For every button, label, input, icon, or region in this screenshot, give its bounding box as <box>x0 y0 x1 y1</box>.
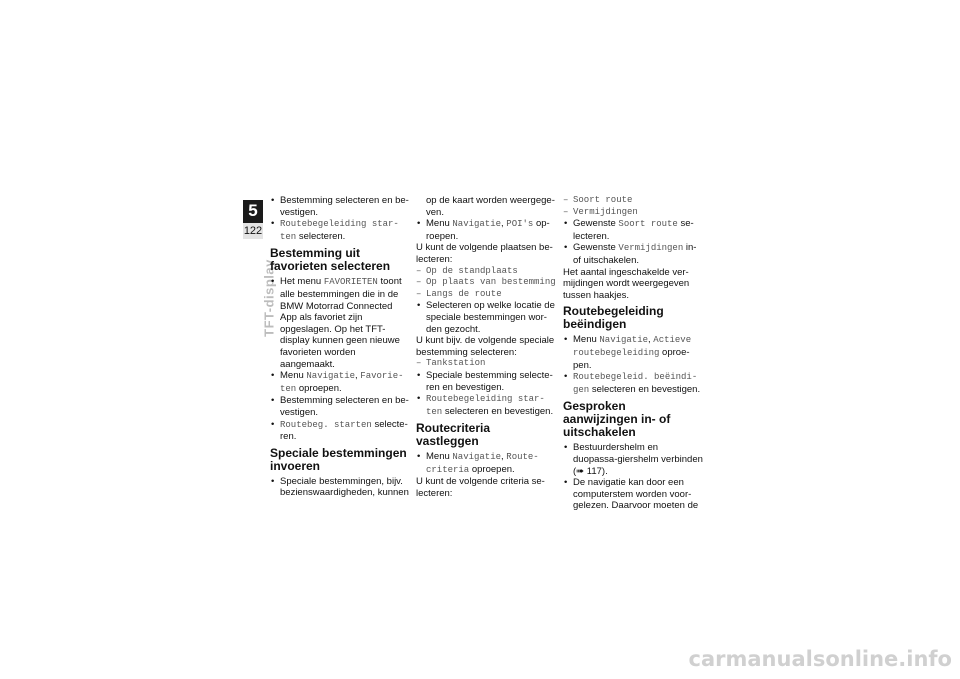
list-item <box>563 334 703 371</box>
list-item <box>416 393 556 418</box>
list-item <box>270 476 410 499</box>
item-text: oproe-pen. <box>573 346 690 371</box>
more-list <box>416 370 556 418</box>
select-list <box>416 300 556 335</box>
continued-text: op de kaart worden weergege-ven. <box>426 195 555 218</box>
criteria-menu-list <box>416 451 556 476</box>
item-text: oproepen. <box>296 382 342 394</box>
favorites-list <box>270 276 410 442</box>
item-separator: , <box>648 334 654 346</box>
list-item <box>270 218 410 243</box>
item-prefix: Gewenste <box>573 242 619 254</box>
item-prefix: Het menu <box>280 276 324 288</box>
list-item: – Soort route <box>563 195 703 207</box>
poi-menu-list <box>416 218 556 242</box>
criteria-intro: U kunt de volgende criteria se-lecteren: <box>416 476 545 500</box>
item-text: se-lecteren. <box>573 218 694 242</box>
list-item: – Langs de route <box>416 289 556 301</box>
menu-code: POI's <box>506 219 534 230</box>
search-intro: U kunt de volgende plaatsen be-lecteren: <box>416 242 553 265</box>
column-2 <box>416 195 556 500</box>
item-text: selecteren en bevestigen. <box>589 383 701 395</box>
chapter-tab <box>243 200 263 239</box>
voice-list <box>563 442 703 512</box>
menu-code: Route-criteria <box>426 452 539 475</box>
heading-end-guidance: Routebegeleiding beëindigen <box>563 304 664 332</box>
criteria-list <box>563 195 703 218</box>
menu-code: Navigatie <box>599 335 649 346</box>
list-item <box>270 419 410 443</box>
poi-menu-item <box>416 218 556 242</box>
item-separator: , <box>501 218 507 230</box>
item-text: toont alle bestemmingen die in de BMW Motorrad Connected App als favoriet zijn opgeslagen. Op het TFT-display kunnen geen nieuwe favorieten worden aangemaakt. <box>280 276 402 370</box>
menu-code: Navigatie <box>452 219 502 230</box>
item-text: op-roepen. <box>426 218 550 242</box>
item-text: Bestemming selecteren en be-vestigen. <box>280 195 409 218</box>
item-text: selecte-ren. <box>280 418 408 443</box>
item-separator: , <box>501 451 507 463</box>
criteria-items <box>563 218 703 266</box>
item-text: Bestemming selecteren en be-vestigen. <box>280 395 409 418</box>
list-item <box>563 371 703 396</box>
item-text: selecteren en bevestigen. <box>442 405 554 417</box>
heading-special-destinations: Speciale bestemmingen invoeren <box>270 445 407 473</box>
item-prefix: Menu <box>573 334 600 346</box>
list-item: – Op de standplaats <box>416 266 556 278</box>
list-item <box>270 195 410 218</box>
item-text: oproepen. <box>469 463 515 475</box>
watermark: carmanualsonline.info <box>688 647 952 671</box>
list-item: – Vermijdingen <box>563 207 703 219</box>
menu-code: Navigatie <box>452 452 502 463</box>
list-item <box>270 395 410 418</box>
heading-route-criteria: Routecriteria vastleggen <box>416 421 491 449</box>
list-item <box>563 477 703 512</box>
count-text: Het aantal ingeschakelde ver-mijdingen wordt weergegeven tussen haakjes. <box>563 266 690 301</box>
menu-code: Actieve routebegeleiding <box>573 335 692 358</box>
item-prefix: Menu <box>426 451 453 463</box>
select-item: • Selecteren op welke locatie de speciale bestemmingen wor-den gezocht. <box>416 300 556 335</box>
item-text: Speciale bestemming selecte-ren en bevestigen. <box>426 369 553 393</box>
item-prefix: Menu <box>426 218 453 230</box>
list-item <box>563 442 703 477</box>
list-item: – Op plaats van bestemming <box>416 277 556 289</box>
menu-code: Routebegeleiding star-ten <box>426 394 545 417</box>
list-item <box>270 370 410 395</box>
menu-code: Favorie-ten <box>280 371 404 394</box>
menu-code: Soort route <box>618 219 678 230</box>
example-item: – Tankstation <box>416 358 556 370</box>
menu-code: Vermijdingen <box>618 243 684 254</box>
page-number: 122 <box>243 225 263 237</box>
menu-code: Navigatie <box>306 371 356 382</box>
list-item <box>416 370 556 393</box>
item-prefix: Menu <box>280 370 307 382</box>
list-item <box>270 276 410 370</box>
example-list <box>416 358 556 370</box>
special-list <box>270 476 410 499</box>
item-separator: , <box>355 370 361 382</box>
column-1 <box>270 195 410 499</box>
menu-code: Routebegeleid. beëindi-gen <box>573 372 698 395</box>
item-prefix: Gewenste <box>573 218 619 230</box>
example-intro: U kunt bijv. de volgende speciale bestemming selecteren: <box>416 335 555 358</box>
heading-favorites: Bestemming uit favorieten selecteren <box>270 246 391 274</box>
menu-code: FAVORIETEN <box>323 277 378 288</box>
item-text: selecteren. <box>296 230 346 242</box>
criteria-menu-item <box>416 451 556 476</box>
item-text: De navigatie kan door een computerstem worden voor-gelezen. Daarvoor moeten de <box>573 477 699 512</box>
intro-list <box>270 195 410 243</box>
heading-voice: Gesproken aanwijzingen in- of uitschakelen <box>563 399 671 440</box>
chapter-number: 5 <box>248 201 258 220</box>
places-list <box>416 266 556 301</box>
item-text: in- of uitschakelen. <box>573 242 697 266</box>
menu-code: Routebegeleiding star-ten <box>280 219 399 242</box>
end-list <box>563 334 703 396</box>
list-item <box>563 242 703 266</box>
side-title: TFT-display <box>261 259 277 337</box>
list-item <box>563 218 703 242</box>
menu-code: Routebeg. starten <box>280 419 372 430</box>
item-text: Speciale bestemmingen, bijv. bezienswaardigheden, kunnen <box>280 475 409 499</box>
item-text: Bestuurdershelm en duopassa-giershelm verbinden (➠ 117). <box>573 442 703 477</box>
column-3 <box>563 195 703 512</box>
